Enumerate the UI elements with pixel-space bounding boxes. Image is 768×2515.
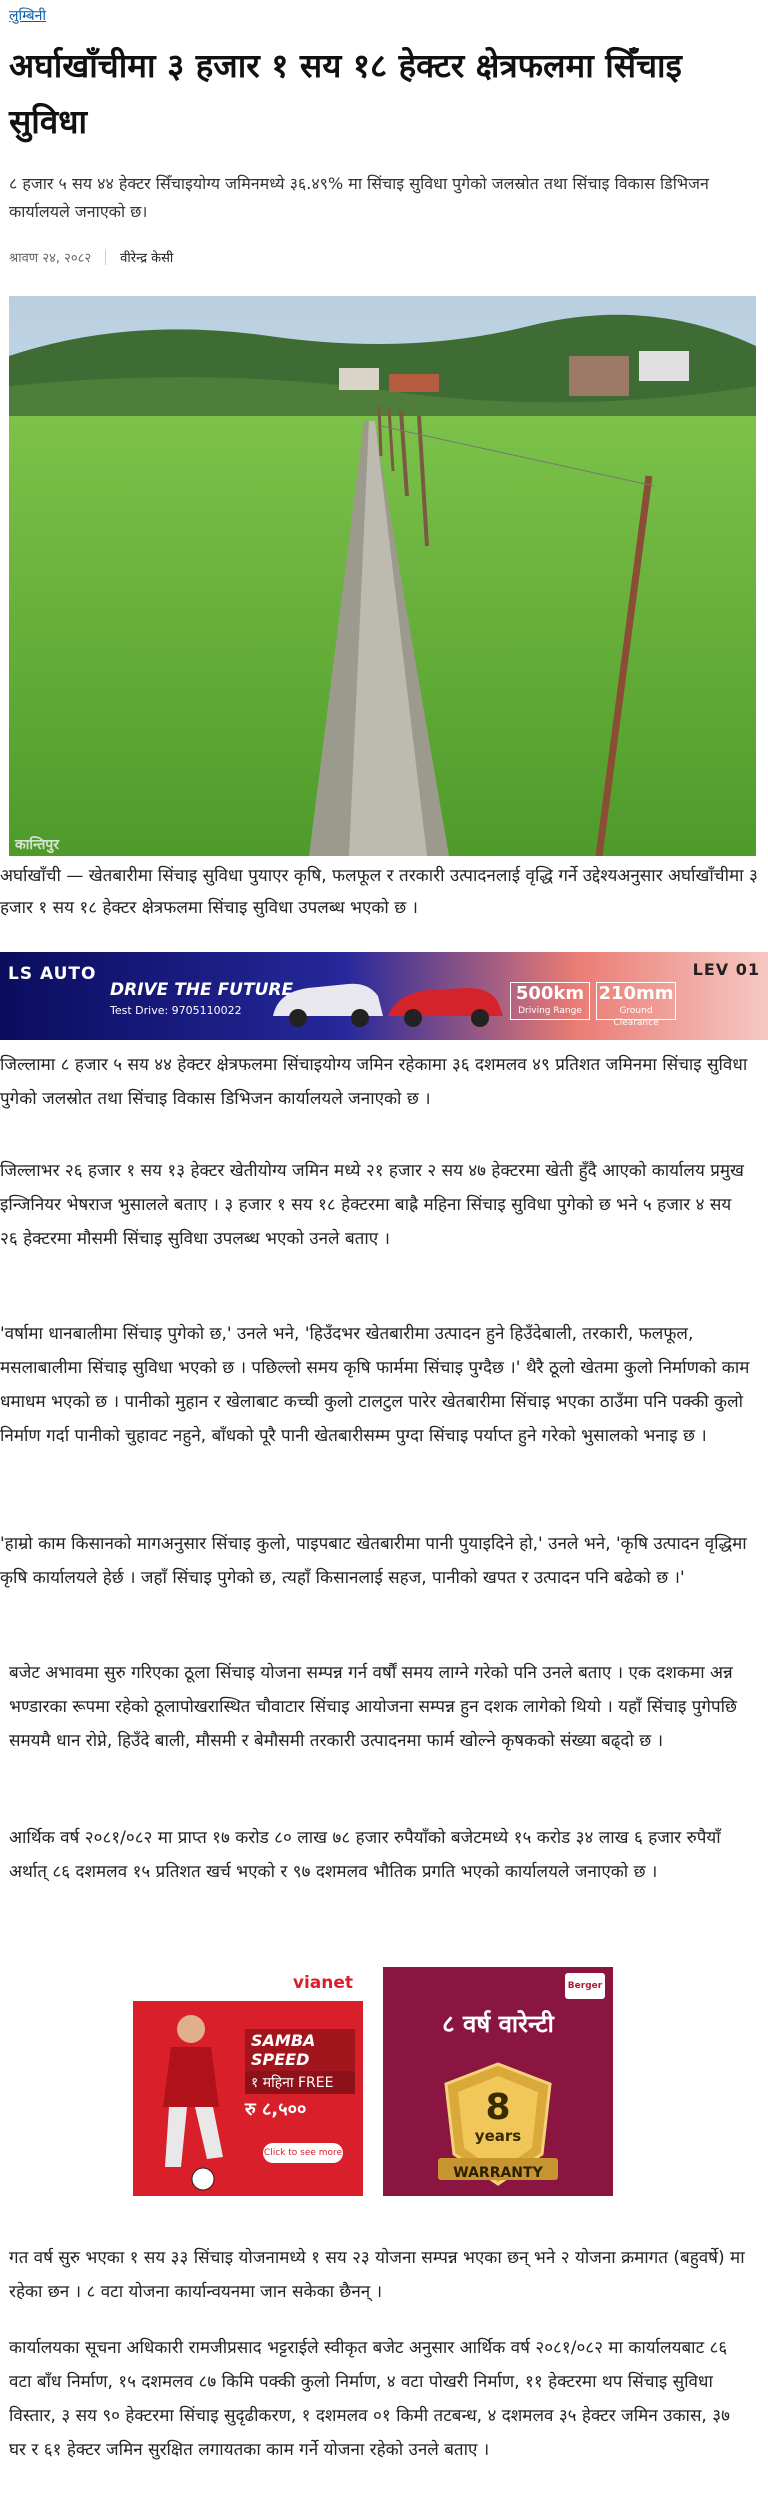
ad-berger[interactable] — [383, 1967, 613, 2196]
article-summary: ८ हजार ५ सय ४४ हेक्टर सिँचाइयोग्य जमिनमध्ये ३६.४९% मा सिंचाइ सुविधा पुगेको जलस्रोत तथा सिंचाइ विकास डिभिजन कार्यालयले जनाएको छ। — [9, 174, 709, 221]
article-paragraph: आर्थिक वर्ष २०८१/०८२ मा प्राप्त १७ करोड ८० लाख ७८ हजार रुपैयाँको बजेटमध्ये १५ करोड ३४ लाख ६ हजार रुपैयाँ अर्थात् ८६ दशमलव १५ प्रतिशत खर्च भएको र ९७ दशमलव भौतिक प्रगति भएको कार्यालयले जनाएको छ । — [9, 1828, 721, 1882]
publish-date: श्रावण २४, २०८२ — [9, 251, 92, 266]
ad-model-name: LEV 01 — [692, 960, 760, 979]
ad-test-drive: Test Drive: 9705110022 — [110, 1004, 242, 1017]
ad-vianet-offer: १ महिना FREE — [245, 2071, 355, 2094]
article-photo — [9, 296, 756, 856]
photo-watermark: कान्तिपुर — [15, 837, 59, 853]
article-paragraph: 'वर्षामा धानबालीमा सिंचाइ पुगेको छ,' उनले भने, 'हिउँदभर खेतबारीमा उत्पादन हुने हिउँदेबाली, तरकारी, फलफूल, मसलाबालीमा सिंचाइ सुविधा भएको छ । पछिल्लो समय कृषि फार्ममा सिंचाइ पुग्दैछ ।' थैरै ठूलो खेतमा कुलो निर्माणको काम धमाधम भएको छ । पानीको मुहान र खेलाबाट कच्ची कुलो टालटुल पारेर खेतबारीमा सिंचाइ भएका ठाउँमा पनि पक्की कुलो निर्माण गर्दा पानीको चुहावट नहुने, बाँधको पूरै पानी खेतबारीसम्म पुग्दा सिंचाइ पर्याप्त हुने गरेको भुसालको भनाइ छ । — [0, 1324, 750, 1446]
ad-vianet[interactable] — [133, 1967, 363, 2196]
ad-berger-badge-number: 8 — [485, 2087, 511, 2128]
ad-tagline: DRIVE THE FUTURE — [110, 980, 294, 1000]
ad-spec-range-value: 500km — [515, 983, 585, 1004]
footballer-image — [141, 2007, 241, 2192]
rice-field-canal-image — [9, 296, 756, 856]
ad-banner-ls-auto[interactable] — [0, 952, 768, 1040]
category-link[interactable]: लुम्बिनी — [9, 8, 47, 24]
article-paragraph: 'हाम्रो काम किसानको मागअनुसार सिंचाइ कुलो, पाइपबाट खेतबारीमा पानी पुयाइदिने हो,' उनले भने, 'कृषि उत्पादन वृद्धिमा कृषि कार्यालयले हेर्छ । जहाँ सिंचाइ पुगेको छ, त्यहाँ किसानलाई सहज, पानीको खपत र उत्पादन पनि बढेको छ ।' — [0, 1534, 747, 1588]
ad-spec-range — [510, 982, 590, 1020]
ad-spec-clearance-value: 210mm — [598, 983, 674, 1004]
ad-vianet-cta-button[interactable]: Click to see more — [263, 2143, 343, 2163]
ad-vianet-logo: vianet — [292, 1973, 353, 1993]
car-images — [268, 970, 508, 1034]
author-name[interactable]: वीरेन्द्र केसी — [120, 251, 174, 266]
article-headline: अर्घाखाँचीमा ३ हजार १ सय १८ हेक्टर क्षेत्रफलमा सिँचाइ सुविधा — [9, 46, 682, 141]
article-meta — [9, 248, 173, 266]
ad-spec-range-label: Driving Range — [518, 1006, 582, 1016]
article-paragraph: गत वर्ष सुरु भएका १ सय ३३ सिंचाइ योजनामध्ये १ सय २३ योजना सम्पन्न भएका छन् भने २ योजना क्रमागत (बहुवर्षे) मा रहेका छन । ८ वटा योजना कार्यान्वयनमा जान सकेका छैनन् । — [9, 2248, 745, 2302]
ad-berger-badge-years: years — [474, 2127, 522, 2145]
photo-caption: अर्घाखाँची — खेतबारीमा सिंचाइ सुविधा पुयाएर कृषि, फलफूल र तरकारी उत्पादनलाई वृद्धि गर्ने उद्देश्यअनुसार अर्घाखाँचीमा ३ हजार १ सय १८ हेक्टर क्षेत्रफलमा सिंचाइ सुविधा उपलब्ध भएको छ । — [0, 866, 758, 918]
article-paragraph: कार्यालयका सूचना अधिकारी रामजीप्रसाद भट्टराईले स्वीकृत बजेट अनुसार आर्थिक वर्ष २०८१/०८२ मा कार्यालयबाट ८६ वटा बाँध निर्माण, १५ दशमलव ८७ किमि पक्की कुलो निर्माण, ४ वटा पोखरी निर्माण, ११ हेक्टरमा थप सिंचाइ सुविधा विस्तार, ३ सय ९० हेक्टरमा सिंचाइ सुदृढीकरण, १ दशमलव ०१ किमी तटबन्ध, ४ दशमलव ३५ हेक्टर जमिन उकास, ३७ घर र ६१ हेक्टर जमिन सुरक्षित लगायतका काम गर्ने योजना रहेको उनले बताए । — [9, 2338, 730, 2460]
article-paragraph: जिल्लामा ८ हजार ५ सय ४४ हेक्टर क्षेत्रफलमा सिंचाइयोग्य जमिन रहेकामा ३६ दशमलव ४९ प्रतिशत जमिनमा सिंचाइ सुविधा पुगेको जलस्रोत तथा सिंचाइ विकास डिभिजन कार्यालयले जनाएको छ । — [0, 1055, 748, 1109]
article-paragraph: बजेट अभावमा सुरु गरिएका ठूला सिंचाइ योजना सम्पन्न गर्न वर्षौं समय लाग्ने गरेको पनि उनले बताए । एक दशकमा अन्न भण्डारका रूपमा रहेको ठूलापोखरास्थित चौवाटार सिंचाइ आयोजना सम्पन्न हुन दशक लागेको थियो । यहाँ सिंचाइ पुगेपछि समयमै धान रोप्ने, हिउँदे बाली, मौसमी र बेमौसमी तरकारी उत्पादनमा फार्म खोल्ने कृषकको संख्या बढ्दो छ । — [9, 1663, 737, 1751]
ad-berger-logo: Berger — [565, 1973, 605, 1999]
ad-berger-title: ८ वर्ष वारेन्टी — [442, 2010, 554, 2038]
ad-brand-logo: LS AUTO — [8, 964, 97, 984]
ad-berger-badge-word: WARRANTY — [453, 2165, 543, 2181]
ad-spec-clearance — [596, 982, 676, 1028]
ad-vianet-promo: SAMBA SPEED — [245, 2029, 355, 2071]
meta-divider — [105, 250, 106, 265]
ad-vianet-price: रु ८,५०० — [245, 2099, 307, 2120]
article-paragraph: जिल्लाभर २६ हजार १ सय १३ हेक्टर खेतीयोग्य जमिन मध्ये २१ हजार २ सय ४७ हेक्टरमा खेती हुँदै आएको कार्यालय प्रमुख इन्जिनियर भेषराज भुसालले बताए । ३ हजार १ सय १८ हेक्टरमा बाह्रै महिना सिंचाइ सुविधा पुगेको छ भने ५ हजार ४ सय २६ हेक्टरमा मौसमी सिंचाइ सुविधा उपलब्ध भएको उनले बताए । — [0, 1161, 744, 1249]
ad-spec-clearance-label: Ground Clearance — [613, 1006, 659, 1028]
